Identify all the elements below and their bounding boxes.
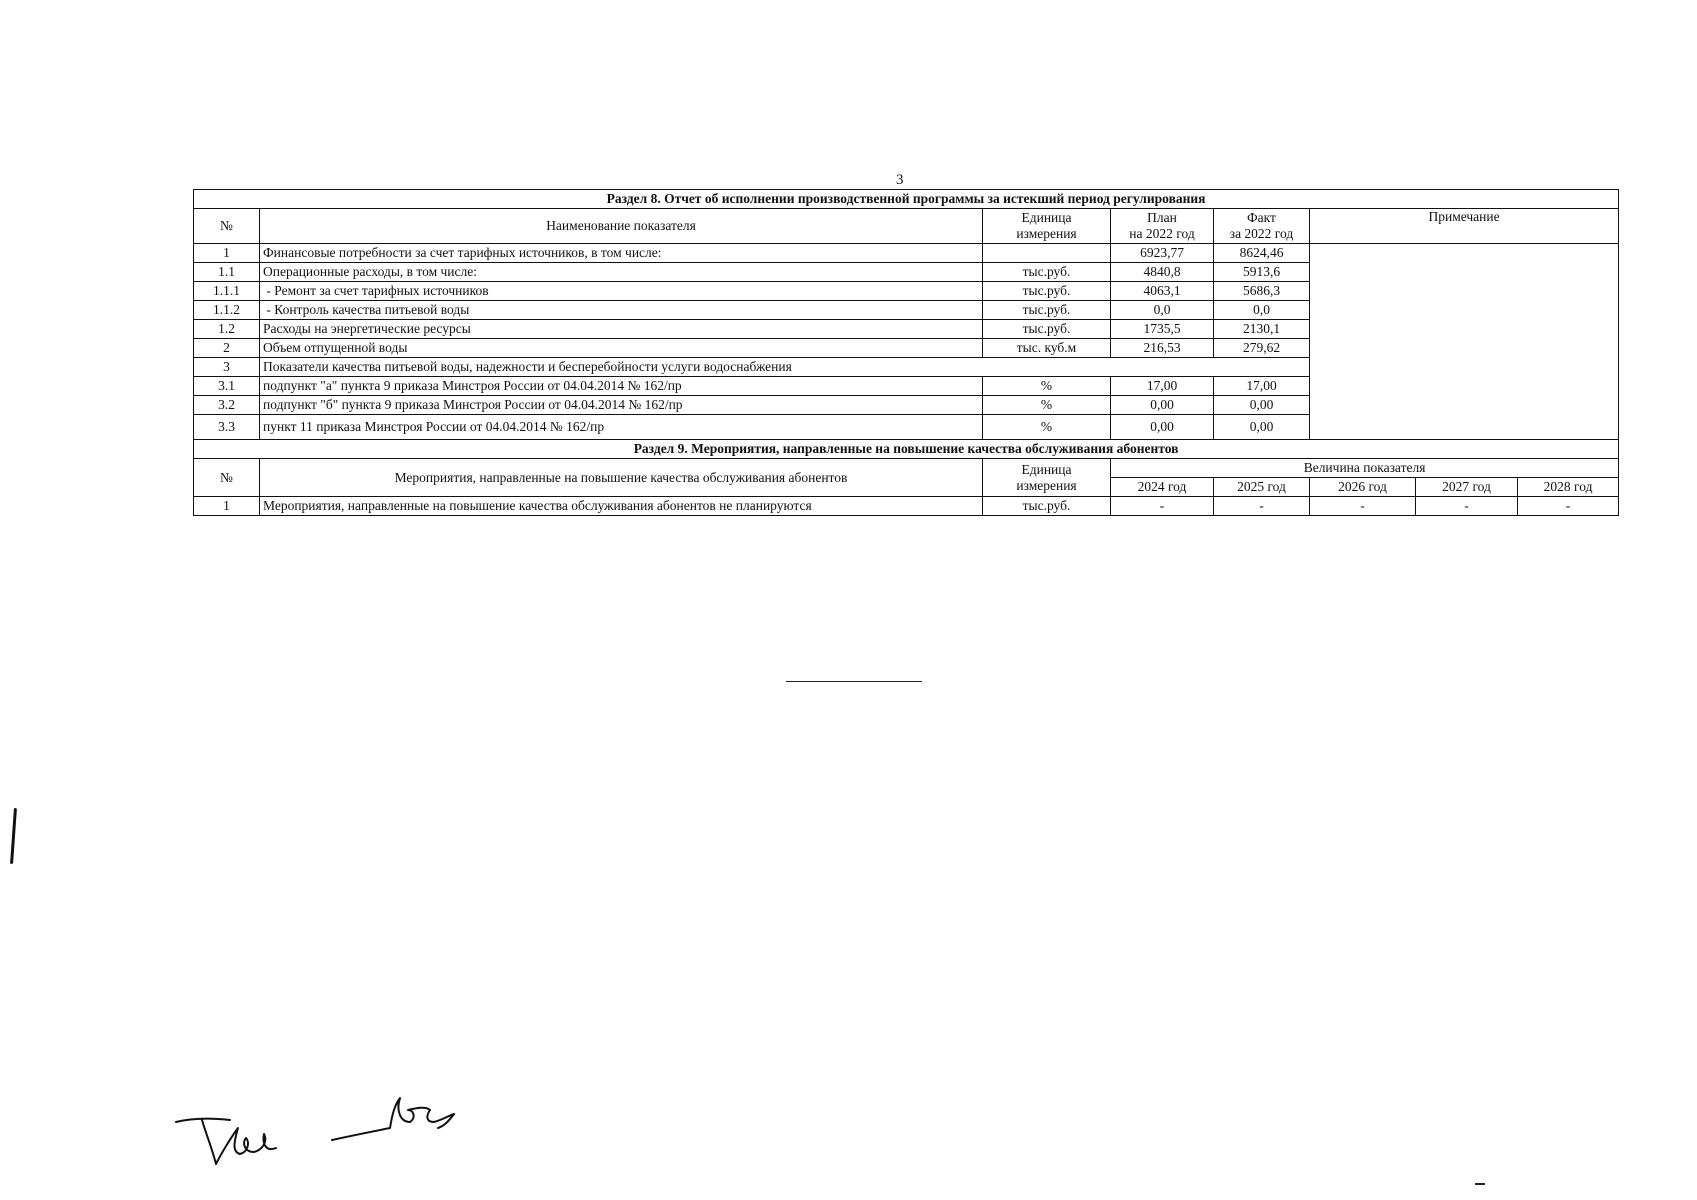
row-name: Объем отпущенной воды (260, 339, 983, 358)
header-year: 2027 год (1416, 478, 1518, 497)
row-fact: 0,00 (1214, 415, 1310, 440)
end-divider (786, 681, 922, 682)
row-unit: % (983, 396, 1111, 415)
row-name: подпункт "б" пункта 9 приказа Минстроя России от 04.04.2014 № 162/пр (260, 396, 983, 415)
signature-1 (172, 1108, 282, 1168)
header-year: 2028 год (1518, 478, 1619, 497)
row-plan: 6923,77 (1111, 244, 1214, 263)
row-unit: % (983, 415, 1111, 440)
row-unit: тыс.руб. (983, 301, 1111, 320)
row-name: - Ремонт за счет тарифных источников (260, 282, 983, 301)
row-name: - Контроль качества питьевой воды (260, 301, 983, 320)
row-unit: тыс.руб. (983, 320, 1111, 339)
row-plan: 0,00 (1111, 396, 1214, 415)
header-year: 2024 год (1111, 478, 1214, 497)
section9-title-row (194, 440, 1619, 459)
row-num: 3.2 (194, 396, 260, 415)
row-value: - (1111, 497, 1214, 516)
header-value: Величина показателя (1111, 459, 1619, 478)
header-unit (983, 209, 1111, 244)
header-unit-line2: измерения (1016, 226, 1077, 241)
table-row (194, 244, 1619, 263)
header-unit-line1: Единица (1021, 210, 1072, 225)
row-value: - (1310, 497, 1416, 516)
row-plan: 0,00 (1111, 415, 1214, 440)
row-unit: % (983, 377, 1111, 396)
report-table (193, 189, 1619, 516)
header-name: Наименование показателя (260, 209, 983, 244)
row-fact: 17,00 (1214, 377, 1310, 396)
row-name: пункт 11 приказа Минстроя России от 04.04.2014 № 162/пр (260, 415, 983, 440)
header-fact-line2: за 2022 год (1229, 226, 1294, 241)
header-unit-line2: измерения (1016, 477, 1077, 493)
row-unit: тыс. куб.м (983, 339, 1111, 358)
row-plan: 4063,1 (1111, 282, 1214, 301)
row-num: 1 (194, 244, 260, 263)
row-unit: тыс.руб. (983, 263, 1111, 282)
header-year: 2026 год (1310, 478, 1416, 497)
page-mark (1475, 1183, 1485, 1185)
signature-2 (330, 1092, 465, 1144)
header-name: Мероприятия, направленные на повышение качества обслуживания абонентов (260, 459, 983, 497)
page-number: 3 (896, 172, 904, 188)
section8-header-row (194, 209, 1619, 244)
row-num: 3 (194, 358, 260, 377)
row-name: Мероприятия, направленные на повышение качества обслуживания абонентов не планируются (260, 497, 983, 516)
note-cell (1310, 244, 1619, 440)
header-year: 2025 год (1214, 478, 1310, 497)
row-plan: 216,53 (1111, 339, 1214, 358)
row-unit: тыс.руб. (983, 282, 1111, 301)
header-plan-line2: на 2022 год (1129, 226, 1195, 241)
section9-header-row (194, 459, 1619, 478)
row-name: подпункт "а" пункта 9 приказа Минстроя России от 04.04.2014 № 162/пр (260, 377, 983, 396)
row-num: 3.3 (194, 415, 260, 440)
row-fact: 0,00 (1214, 396, 1310, 415)
row-fact: 2130,1 (1214, 320, 1310, 339)
row-name: Финансовые потребности за счет тарифных источников, в том числе: (260, 244, 983, 263)
row-plan: 0,0 (1111, 301, 1214, 320)
row-plan: 1735,5 (1111, 320, 1214, 339)
section9-title: Раздел 9. Мероприятия, направленные на повышение качества обслуживания абонентов (194, 440, 1619, 459)
row-num: 1.1.2 (194, 301, 260, 320)
row-num: 1.2 (194, 320, 260, 339)
row-plan: 17,00 (1111, 377, 1214, 396)
row-name: Расходы на энергетические ресурсы (260, 320, 983, 339)
row-fact: 0,0 (1214, 301, 1310, 320)
row-name: Операционные расходы, в том числе: (260, 263, 983, 282)
header-note: Примечание (1310, 209, 1619, 244)
row-num: 1 (194, 497, 260, 516)
row-unit (983, 244, 1111, 263)
row-num: 3.1 (194, 377, 260, 396)
row-value: - (1518, 497, 1619, 516)
header-fact (1214, 209, 1310, 244)
row-fact: 279,62 (1214, 339, 1310, 358)
section8-title-row (194, 190, 1619, 209)
row-fact: 8624,46 (1214, 244, 1310, 263)
row-num: 2 (194, 339, 260, 358)
row-unit: тыс.руб. (983, 497, 1111, 516)
header-num: № (194, 209, 260, 244)
margin-mark (10, 808, 17, 864)
section8-title: Раздел 8. Отчет об исполнении производственной программы за истекший период регулирования (194, 190, 1619, 209)
row-fact: 5913,6 (1214, 263, 1310, 282)
header-plan-line1: План (1147, 210, 1177, 225)
row-fact: 5686,3 (1214, 282, 1310, 301)
row-value: - (1416, 497, 1518, 516)
header-fact-line1: Факт (1247, 210, 1276, 225)
row-num: 1.1.1 (194, 282, 260, 301)
header-num: № (194, 459, 260, 497)
header-unit-line1: Единица (1021, 461, 1072, 477)
row-name: Показатели качества питьевой воды, надежности и бесперебойности услуги водоснабжения (260, 358, 1310, 377)
table-row (194, 497, 1619, 516)
header-plan (1111, 209, 1214, 244)
row-value: - (1214, 497, 1310, 516)
row-num: 1.1 (194, 263, 260, 282)
row-plan: 4840,8 (1111, 263, 1214, 282)
header-unit (983, 459, 1111, 497)
